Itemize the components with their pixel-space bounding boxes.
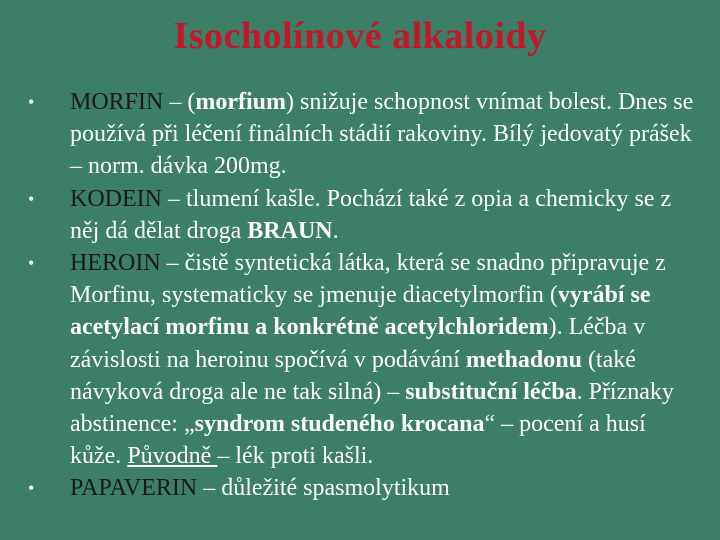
drug-name: HEROIN xyxy=(70,250,161,277)
bullet-item-papaverin xyxy=(24,472,700,504)
bullet-list xyxy=(24,86,700,505)
item-bold-text: morfium xyxy=(195,89,287,115)
item-bold-text: syndrom studeného krocana xyxy=(194,411,485,438)
bullet-icon: • xyxy=(28,188,35,209)
item-text: . Příznaky abstinence: „ xyxy=(70,378,674,438)
bullet-icon: • xyxy=(28,478,35,499)
drug-name: MORFIN xyxy=(70,89,164,115)
item-text: – ( xyxy=(163,89,196,115)
item-bold-text: methadonu xyxy=(465,346,582,373)
item-text: “ – pocení a husí kůže. xyxy=(70,411,646,470)
item-bold-text: BRAUN xyxy=(247,217,333,244)
bullet-icon: • xyxy=(28,92,35,112)
item-text: (také návyková droga ale ne tak silná) – xyxy=(70,346,636,405)
slide-title: Isocholínové alkaloidy xyxy=(173,15,547,57)
item-bold-text: substituční léčba xyxy=(405,378,577,405)
item-text: ). Léčba v závislosti na heroinu spočívá v podávání xyxy=(70,314,646,373)
drug-name: KODEIN xyxy=(70,185,162,212)
drug-name: PAPAVERIN xyxy=(70,475,198,502)
item-text: – lék proti kašli. xyxy=(217,443,374,470)
item-text: . xyxy=(332,217,339,244)
bullet-icon: • xyxy=(28,253,35,274)
item-underlined-text: Původně xyxy=(127,443,218,470)
bullet-item-heroin xyxy=(24,247,700,472)
item-bold-text: vyrábí se acetylací morfinu a konkrétně acetylchloridem xyxy=(70,282,651,341)
item-text: – tlumení kašle. Pochází také z opia a chemicky se z něj dá dělat droga xyxy=(70,185,672,244)
bullet-item-morfin xyxy=(24,86,700,183)
item-text: – důležité spasmolytikum xyxy=(197,475,450,502)
item-text: ) snižuje schopnost vnímat bolest. Dnes se používá při léčení finálních stádií rakoviny. Bílý jedovatý prášek – norm. dávka 200mg. xyxy=(70,89,694,180)
bullet-item-kodein xyxy=(24,183,700,247)
item-text: – čistě syntetická látka, která se snadno připravuje z Morfinu, systematicky se jmenuje diacetylmorfin ( xyxy=(70,250,666,309)
